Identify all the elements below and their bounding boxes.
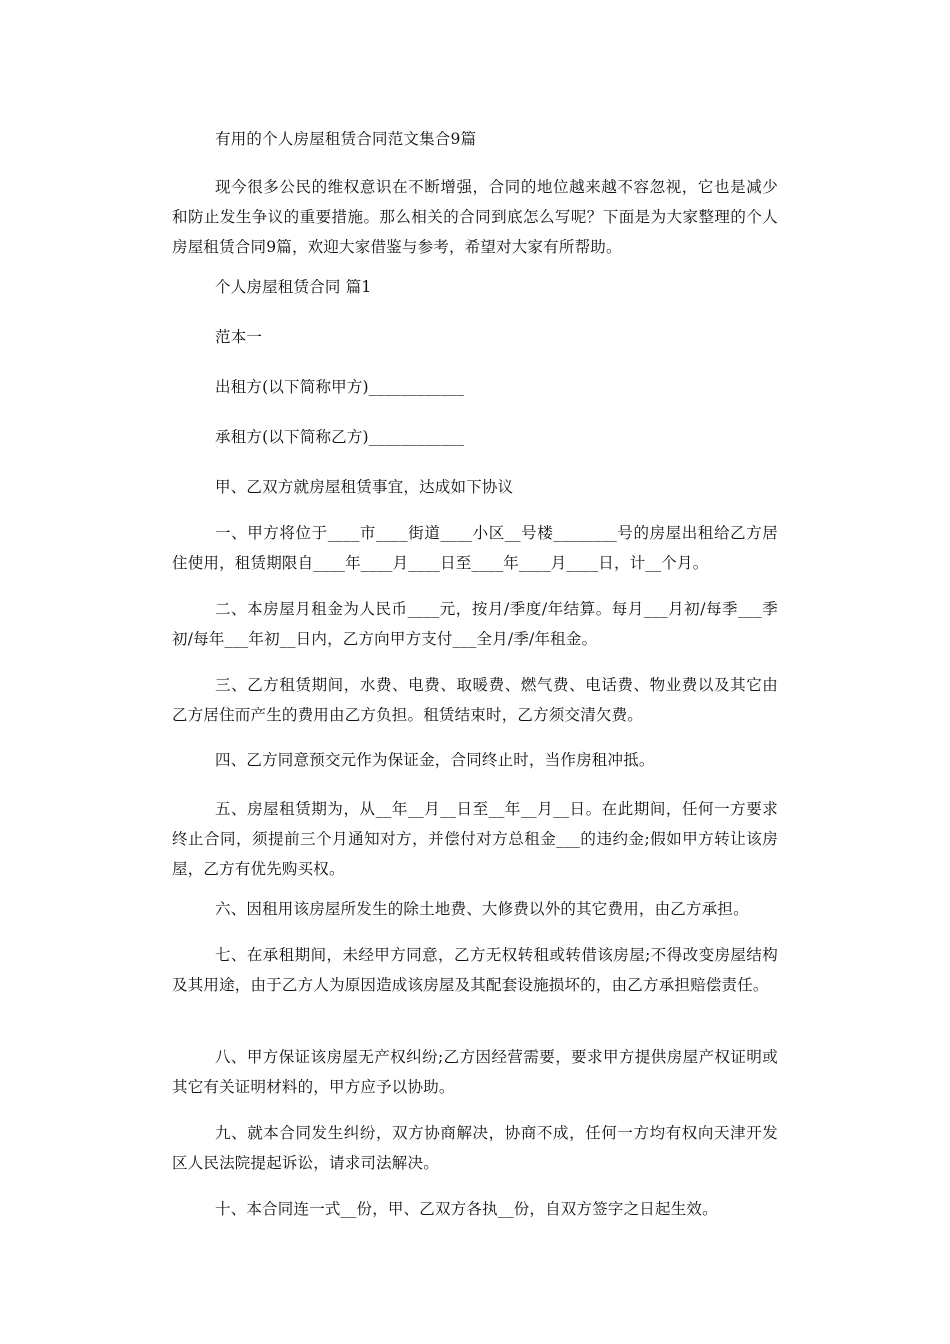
document-title: 有用的个人房屋租赁合同范文集合9篇 — [215, 130, 477, 148]
clause-3: 三、乙方租赁期间，水费、电费、取暖费、燃气费、电话费、物业费以及其它由乙方居住而产生的费用由乙方负担。租赁结束时，乙方须交清欠费。 — [172, 676, 778, 724]
lessor-line: 出租方(以下简称甲方)____________ — [215, 378, 465, 396]
intro-paragraph: 现今很多公民的维权意识在不断增强，合同的地位越来越不容忽视，它也是减少和防止发生争议的重要措施。那么相关的合同到底怎么写呢？下面是为大家整理的个人房屋租赁合同9篇，欢迎大家借鉴与参考，希望对大家有所帮助。 — [172, 178, 778, 256]
clause-10: 十、本合同连一式__份，甲、乙双方各执__份，自双方签字之日起生效。 — [215, 1200, 718, 1218]
clause-8: 八、甲方保证该房屋无产权纠纷;乙方因经营需要，要求甲方提供房屋产权证明或其它有关证明材料的，甲方应予以协助。 — [172, 1048, 778, 1096]
clause-1: 一、甲方将位于____市____街道____小区__号楼________号的房屋出租给乙方居住使用，租赁期限自____年____月____日至____年____月____日，计__个月。 — [172, 524, 778, 572]
clause-2: 二、本房屋月租金为人民币____元，按月/季度/年结算。每月___月初/每季___季初/每年___年初__日内，乙方向甲方支付___全月/季/年租金。 — [172, 600, 778, 648]
clause-9: 九、就本合同发生纠纷，双方协商解决，协商不成，任何一方均有权向天津开发区人民法院提起诉讼，请求司法解决。 — [172, 1124, 778, 1172]
agreement-intro: 甲、乙双方就房屋租赁事宜，达成如下协议 — [215, 478, 514, 496]
section-heading: 个人房屋租赁合同 篇1 — [215, 278, 372, 296]
clause-7: 七、在承租期间，未经甲方同意，乙方无权转租或转借该房屋;不得改变房屋结构及其用途，由于乙方人为原因造成该房屋及其配套设施损坏的，由乙方承担赔偿责任。 — [172, 946, 778, 994]
clause-4: 四、乙方同意预交元作为保证金，合同终止时，当作房租冲抵。 — [215, 751, 655, 769]
lessee-line: 承租方(以下简称乙方)____________ — [215, 428, 465, 446]
clause-5: 五、房屋租赁期为，从__年__月__日至__年__月__日。在此期间，任何一方要求终止合同，须提前三个月通知对方，并偿付对方总租金___的违约金;假如甲方转让该房屋，乙方有优先购买权。 — [172, 800, 778, 878]
clause-6: 六、因租用该房屋所发生的除土地费、大修费以外的其它费用，由乙方承担。 — [215, 900, 749, 918]
template-label: 范本一 — [215, 328, 263, 346]
